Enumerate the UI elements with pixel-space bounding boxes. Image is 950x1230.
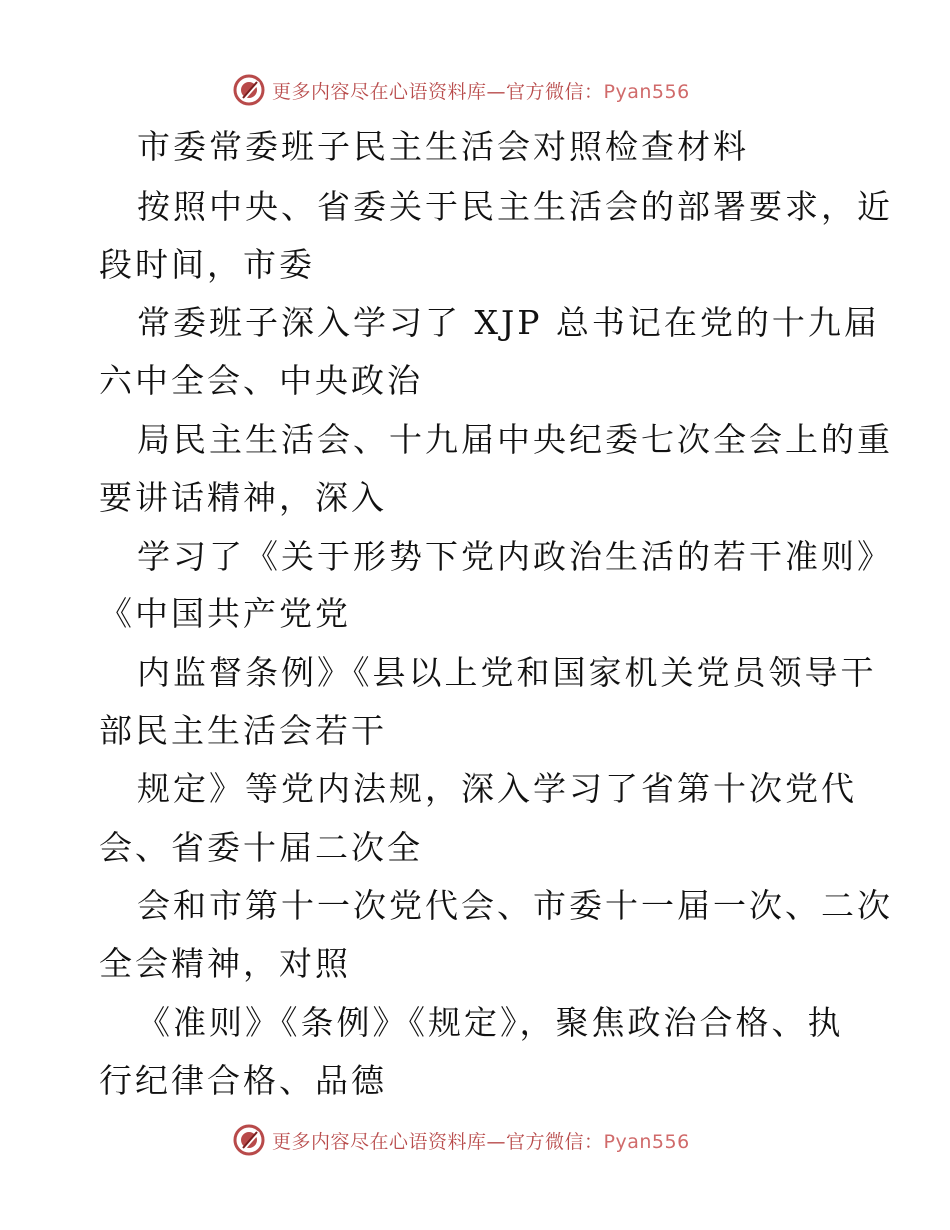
watermark-text: 更多内容尽在心语资料库 (272, 80, 487, 103)
watermark-separator: — (486, 80, 507, 103)
paragraph-line: 《中国共产党党 (99, 594, 351, 633)
paragraph-line: 规定》等党内法规，深入学习了省第十次党代 (137, 769, 857, 808)
paragraph-line: 全会精神，对照 (99, 944, 351, 983)
watermark-separator: — (486, 1130, 507, 1153)
paragraph-line: 学习了《关于形势下党内政治生活的若干准则》 (137, 537, 893, 576)
paragraph-line: 部民主生活会若干 (99, 711, 387, 750)
paragraph-line: 要讲话精神，深入 (99, 478, 387, 517)
header-watermark (232, 70, 690, 110)
paragraph-line: 内监督条例》《县以上党和国家机关党员领导干 (137, 653, 877, 692)
pen-seal-logo-icon (232, 1123, 266, 1157)
paragraph-line: 《准则》《条例》《规定》，聚焦政治合格、执 (137, 1003, 844, 1042)
document-title: 市委常委班子民主生活会对照检查材料 (137, 127, 749, 166)
paragraph-line: 局民主生活会、十九届中央纪委七次全会上的重 (137, 420, 893, 459)
watermark-wechat-id: Pyan556 (603, 1130, 690, 1153)
paragraph-line: 按照中央、省委关于民主生活会的部署要求，近 (137, 187, 893, 226)
paragraph-line: 段时间，市委 (99, 245, 315, 284)
watermark-wechat-label: 官方微信： (506, 80, 604, 103)
paragraph-line: 会和市第十一次党代会、市委十一届一次、二次 (137, 886, 893, 925)
watermark-text: 更多内容尽在心语资料库 (272, 1130, 487, 1153)
watermark-wechat-id: Pyan556 (603, 80, 690, 103)
footer-watermark (232, 1120, 690, 1160)
paragraph-line: 行纪律合格、品德 (99, 1061, 387, 1100)
pen-seal-logo-icon (232, 73, 266, 107)
paragraph-line: 六中全会、中央政治 (99, 361, 423, 400)
paragraph-line: 常委班子深入学习了 XJP 总书记在党的十九届 (137, 303, 880, 342)
paragraph-line: 会、省委十届二次全 (99, 828, 423, 867)
watermark-wechat-label: 官方微信： (506, 1130, 604, 1153)
